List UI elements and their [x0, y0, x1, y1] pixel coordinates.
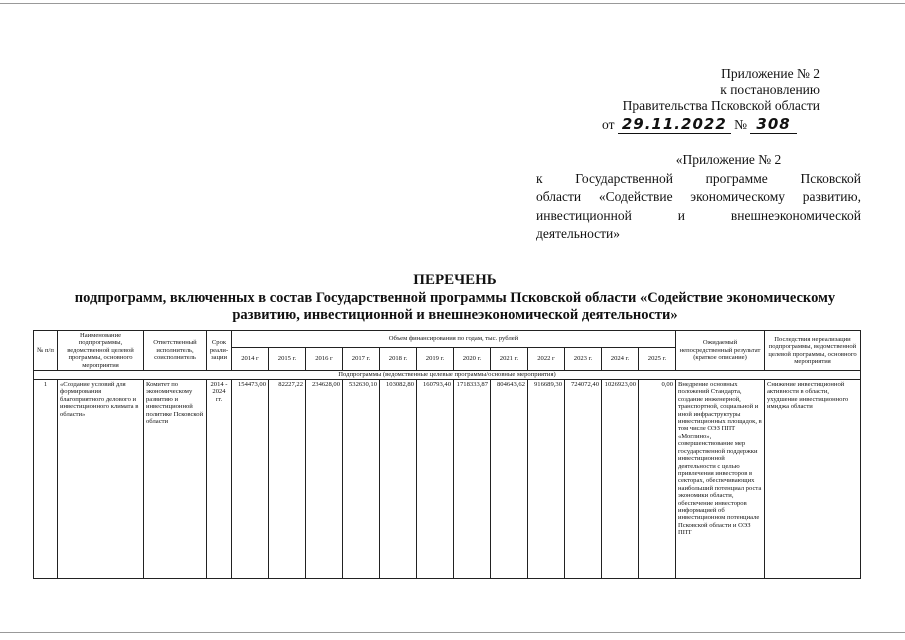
- handwritten-date: 29.11.2022: [618, 115, 731, 134]
- year-header: 2017 г.: [343, 348, 380, 371]
- document-title: [30, 272, 880, 324]
- title-line-2: подпрограмм, включенных в состав Государственной программы Псковской области «Содействие экономическому: [74, 290, 836, 306]
- header-line-government: Правительства Псковской области: [622, 98, 820, 113]
- year-header: 2016 г: [306, 348, 343, 371]
- handwritten-number: 308: [750, 115, 796, 134]
- row-executor: Комитет по экономическому развитию и инвестиционной политике Псковской области: [144, 380, 207, 579]
- number-label: №: [734, 117, 748, 132]
- decree-date-number: [602, 115, 797, 134]
- header-funding: Объем финансирования по годам, тыс. рублей: [232, 331, 676, 348]
- row-term: 2014 - 2024 гг.: [207, 380, 232, 579]
- scan-edge-bottom: [0, 632, 905, 633]
- row-value: 82227,22: [269, 380, 306, 579]
- row-result: Внедрение основных положений Стандарта, создание инженерной, транспортной, социальной и иной инфраструктуры инвестиционных площадок, в том числе ОЭЗ ППТ «Моглино», совершенствование мер государственной поддержки инвестиционной деятельности с целью привлечения инвесторов в секторах, обеспечивающих наибольший потенциал роста экономики области, обеспечение инвесторов информацией об инвестиционном потенциале Псковской области и ОЭЗ ППТ: [676, 380, 765, 579]
- appendix-line-3: области «Содействие экономическому развитию,: [536, 189, 861, 204]
- section-label: Подпрограммы (ведомственные целевые программы/основные мероприятия): [34, 371, 861, 380]
- appendix-line-1: «Приложение № 2: [675, 152, 782, 167]
- header-consequence: Последствия нереализации подпрограммы, ведомственной целевой программы, основного мероприятия: [765, 331, 861, 371]
- row-name: «Создание условий для формирования благоприятного делового и инвестиционного климата в области»: [58, 380, 144, 579]
- year-header: 2023 г.: [565, 348, 602, 371]
- program-appendix-note: [536, 151, 861, 244]
- row-value: 804643,62: [491, 380, 528, 579]
- year-header: 2021 г.: [491, 348, 528, 371]
- year-header: 2025 г.: [639, 348, 676, 371]
- header-line-appendix: Приложение № 2: [721, 66, 820, 81]
- header-num: № п/п: [34, 331, 58, 371]
- row-value: 154473,00: [232, 380, 269, 579]
- row-value: 0,00: [639, 380, 676, 579]
- decree-header: [560, 66, 820, 114]
- table-row: [34, 380, 861, 579]
- row-value: 1026923,00: [602, 380, 639, 579]
- row-value: 916689,30: [528, 380, 565, 579]
- year-header: 2015 г.: [269, 348, 306, 371]
- row-value: 160793,40: [417, 380, 454, 579]
- scan-edge-top: [0, 3, 905, 4]
- year-header: 2018 г.: [380, 348, 417, 371]
- appendix-line-2: к Государственной программе Псковской: [536, 170, 861, 186]
- header-result: Ожидаемый непосредственный результат (краткое описание): [676, 331, 765, 371]
- title-line-3: развитию, инвестиционной и внешнеэкономической деятельности»: [232, 307, 678, 323]
- year-header: 2019 г.: [417, 348, 454, 371]
- row-consequence: Снижение инвестиционной активности в области, ухудшение инвестиционного имиджа области: [765, 380, 861, 579]
- row-value: 724072,40: [565, 380, 602, 579]
- header-name: Наименование подпрограммы, ведомственной целевой программы, основного мероприятия: [58, 331, 144, 371]
- row-value: 103082,80: [380, 380, 417, 579]
- from-label: от: [602, 117, 615, 132]
- year-header: 2022 г: [528, 348, 565, 371]
- row-value: 234628,00: [306, 380, 343, 579]
- header-line-resolution: к постановлению: [720, 82, 820, 97]
- header-executor: Ответственный исполнитель, соисполнитель: [144, 331, 207, 371]
- subprograms-table: [33, 330, 861, 579]
- table-header-row: [34, 331, 861, 348]
- row-num: 1: [34, 380, 58, 579]
- year-header: 2014 г: [232, 348, 269, 371]
- appendix-line-5: деятельности»: [536, 226, 621, 241]
- row-value: 532630,10: [343, 380, 380, 579]
- row-value: 1718333,87: [454, 380, 491, 579]
- appendix-line-4: инвестиционной и внешнеэкономической: [536, 207, 861, 223]
- table-section-row: [34, 371, 861, 380]
- year-header: 2024 г.: [602, 348, 639, 371]
- year-header: 2020 г.: [454, 348, 491, 371]
- title-main: ПЕРЕЧЕНЬ: [413, 272, 497, 288]
- header-term: Срок реали-зации: [207, 331, 232, 371]
